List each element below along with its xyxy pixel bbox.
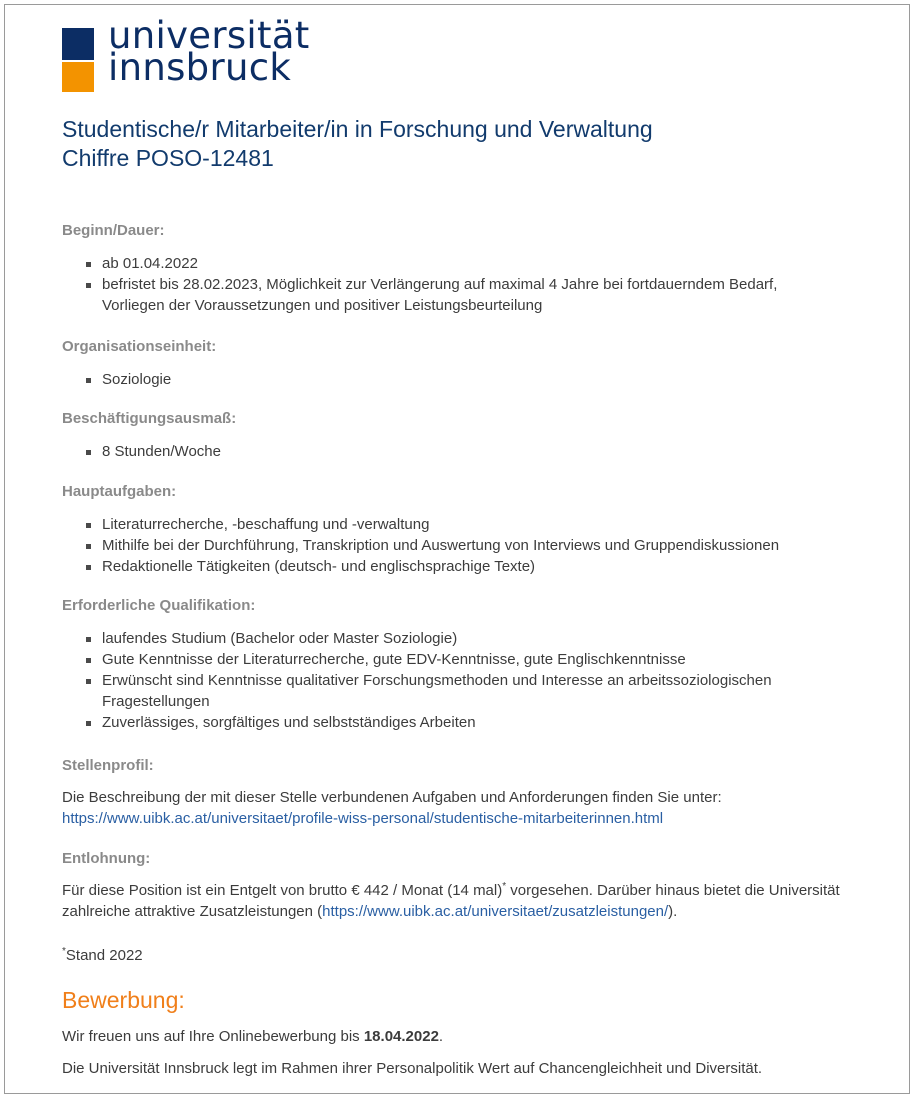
stellenprofil-link[interactable]: https://www.uibk.ac.at/universitaet/profile-wiss-personal/studentische-mitarbeiterinnen.html — [62, 810, 664, 827]
bewerbung-deadline: 18.04.2022 — [363, 1028, 439, 1045]
section-label-organisation: Organisationseinheit: — [62, 338, 217, 355]
aufgaben-list — [62, 514, 842, 577]
job-title-line-2: Chiffre POSO-12481 — [62, 145, 274, 171]
footnote-text: Stand 2022 — [65, 947, 143, 964]
list-item: Soziologie — [62, 369, 842, 390]
logo-wordmark — [108, 14, 310, 89]
zusatzleistungen-link[interactable]: https://www.uibk.ac.at/universitaet/zusatzleistungen/ — [322, 903, 669, 920]
entlohnung-text-part-2: vorgesehen. Darüber hinaus bietet die Universität zahlreiche attraktive Zusatzleistungen ( — [62, 882, 840, 920]
org-list — [62, 369, 842, 390]
job-title — [62, 115, 653, 173]
university-logo[interactable] — [62, 14, 322, 94]
section-label-entlohnung: Entlohnung: — [62, 850, 151, 867]
bewerbung-heading: Bewerbung: — [62, 987, 185, 1013]
list-item: ab 01.04.2022 — [62, 253, 842, 274]
list-item: Gute Kenntnisse der Literaturrecherche, gute EDV-Kenntnisse, gute Englischkenntnisse — [62, 649, 822, 670]
list-item: befristet bis 28.02.2023, Möglichkeit zur Verlängerung auf maximal 4 Jahre bei fortdauerndem Bedarf, Vorliegen der Voraussetzungen und positiver Leistungsbeurteilung — [62, 274, 842, 316]
section-label-aufgaben: Hauptaufgaben: — [62, 483, 177, 500]
list-item: Erwünscht sind Kenntnisse qualitativer Forschungsmethoden und Interesse an arbeitssoziologischen Fragestellungen — [62, 670, 822, 712]
qualifikation-list — [62, 628, 822, 733]
list-item: 8 Stunden/Woche — [62, 441, 842, 462]
logo-orange-square — [62, 62, 94, 92]
section-label-umfang: Beschäftigungsausmaß: — [62, 410, 237, 427]
logo-navy-square — [62, 28, 94, 60]
entlohnung-text-end: ). — [668, 903, 678, 920]
entlohnung-text-part-1: Für diese Position ist ein Entgelt von brutto € 442 / Monat (14 mal) — [62, 882, 503, 899]
diversity-statement: Die Universität Innsbruck legt im Rahmen ihrer Personalpolitik Wert auf Chancengleichheit und Diversität. — [62, 1060, 763, 1077]
list-item: Redaktionelle Tätigkeiten (deutsch- und englischsprachige Texte) — [62, 556, 842, 577]
logo-line-2: innsbruck — [108, 46, 292, 89]
section-label-qualifikation: Erforderliche Qualifikation: — [62, 597, 256, 614]
list-item: laufendes Studium (Bachelor oder Master Soziologie) — [62, 628, 822, 649]
bewerbung-text-part-1: Wir freuen uns auf Ihre Onlinebewerbung bis — [62, 1028, 364, 1045]
entlohnung-text — [62, 880, 842, 922]
job-title-line-1: Studentische/r Mitarbeiter/in in Forschung und Verwaltung — [62, 116, 653, 142]
umfang-list — [62, 441, 842, 462]
list-item: Literaturrecherche, -beschaffung und -verwaltung — [62, 514, 842, 535]
beginn-list — [62, 253, 842, 316]
footnote-mark: * — [62, 946, 66, 957]
entlohnung-footnote-marker: * — [502, 881, 507, 892]
footnote — [62, 945, 842, 966]
bewerbung-text — [62, 1026, 842, 1047]
stellenprofil-description: Die Beschreibung der mit dieser Stelle verbundenen Aufgaben und Anforderungen finden Sie unter: — [62, 789, 722, 806]
bewerbung-text-end: . — [438, 1028, 444, 1045]
logo-line-1: universität — [108, 14, 310, 57]
stellenprofil-text — [62, 787, 842, 829]
list-item: Mithilfe bei der Durchführung, Transkription und Auswertung von Interviews und Gruppendiskussionen — [62, 535, 842, 556]
section-label-beginn: Beginn/Dauer: — [62, 222, 165, 239]
list-item: Zuverlässiges, sorgfältiges und selbstständiges Arbeiten — [62, 712, 822, 733]
section-label-stellenprofil: Stellenprofil: — [62, 757, 154, 774]
